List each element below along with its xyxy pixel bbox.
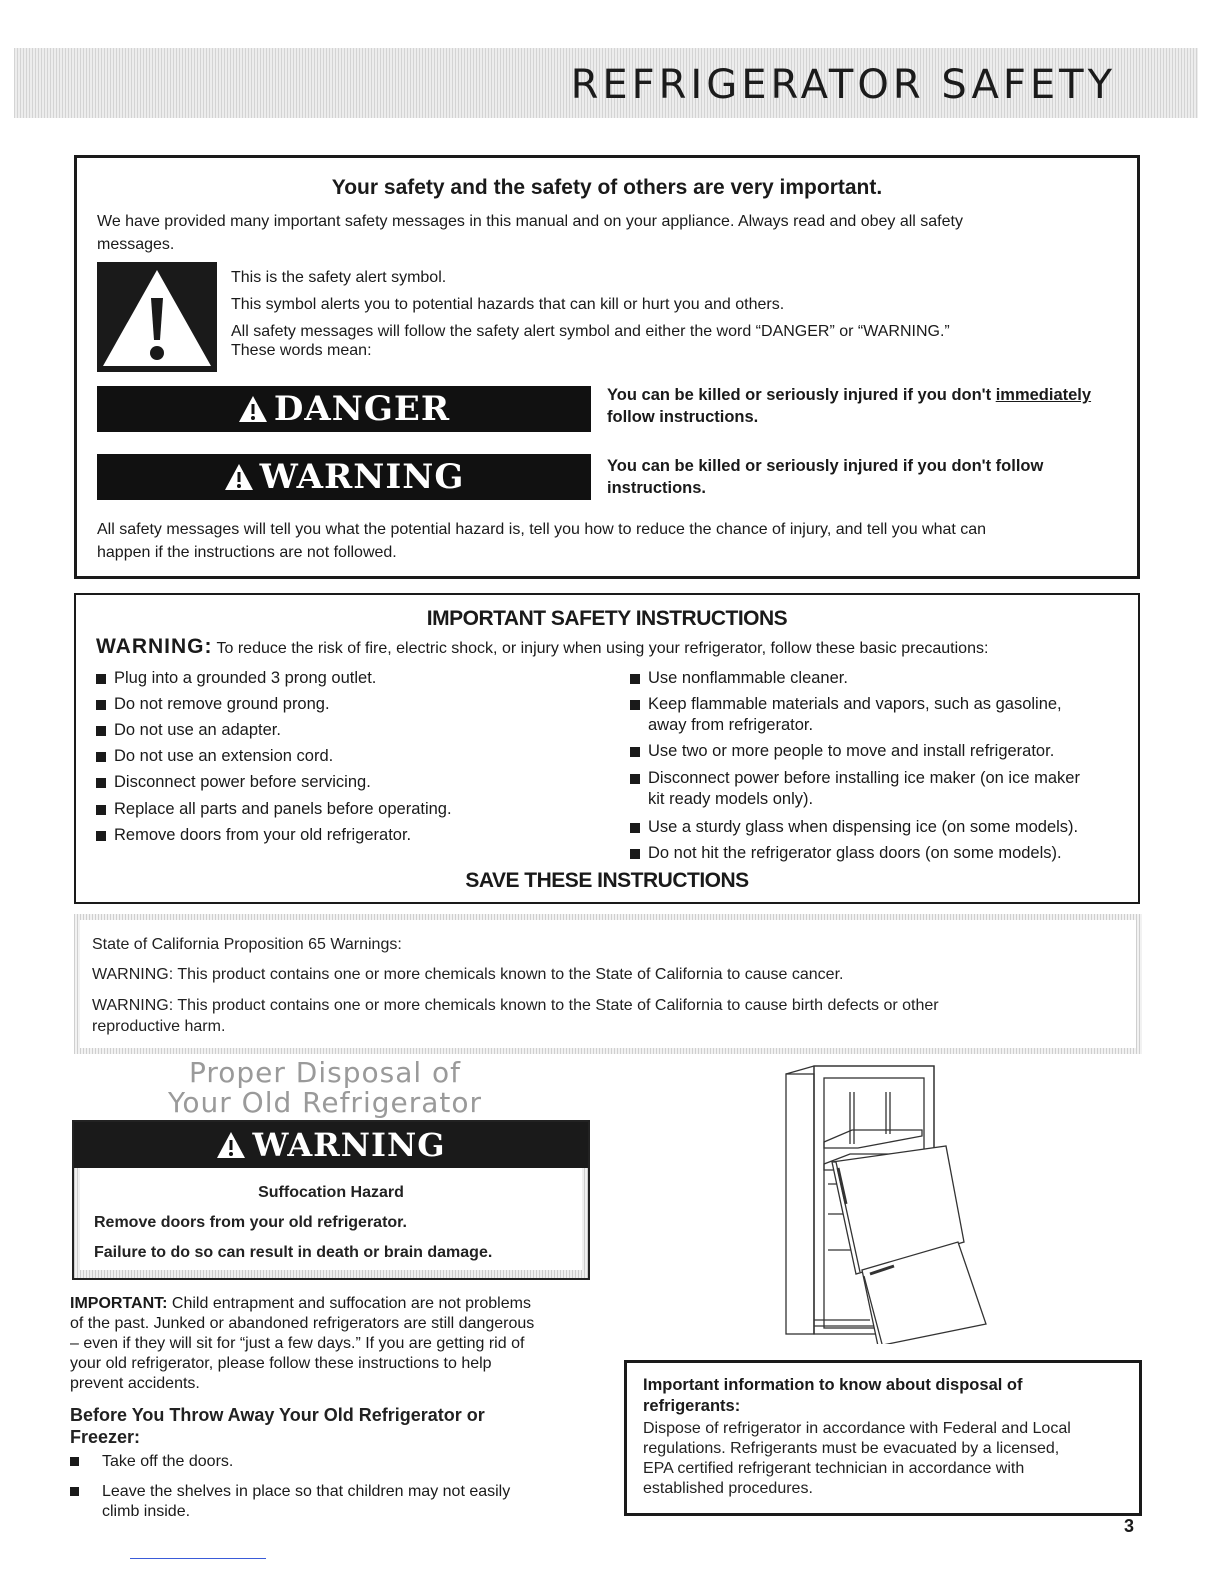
list-item: Take off the doors. <box>70 1452 590 1472</box>
prop65-box <box>74 914 1142 1054</box>
list-item: Do not use an adapter. <box>96 720 616 741</box>
warning-lead: WARNING: <box>96 635 213 658</box>
page-title: REFRIGERATOR SAFETY <box>570 62 1116 108</box>
header-banner <box>14 48 1198 118</box>
outro-line: happen if the instructions are not followed. <box>97 544 397 561</box>
danger-label: DANGER <box>273 389 451 429</box>
list-item: Use a sturdy glass when dispensing ice (on some models). <box>630 817 1140 838</box>
intro-line: We have provided many important safety messages in this manual and on your appliance. Always read and obey all safety <box>97 213 963 230</box>
hazard-instruction: Remove doors from your old refrigerator. <box>94 1214 407 1231</box>
symbol-line: These words mean: <box>231 342 372 359</box>
intro-line: messages. <box>97 236 175 253</box>
footer-rule <box>130 1558 266 1559</box>
list-item: Disconnect power before installing ice maker (on ice maker <box>630 768 1140 789</box>
list-item: Use nonflammable cleaner. <box>630 668 1140 689</box>
list-item: Do not hit the refrigerator glass doors (on some models). <box>630 843 1140 864</box>
disposal-subheading: Before You Throw Away Your Old Refrigerator or Freezer: <box>70 1405 485 1447</box>
safety-outro <box>97 518 1117 564</box>
page-number: 3 <box>1124 1516 1135 1536</box>
safety-heading: Your safety and the safety of others are very important. <box>331 176 883 199</box>
disposal-title-line: Your Old Refrigerator <box>167 1086 483 1119</box>
safety-intro <box>97 210 1107 256</box>
list-item: Plug into a grounded 3 prong outlet. <box>96 668 616 689</box>
alert-triangle-icon <box>216 1131 246 1159</box>
list-item: Disconnect power before servicing. <box>96 772 616 793</box>
symbol-line: This symbol alerts you to potential hazards that can kill or hurt you and others. <box>231 296 785 313</box>
safety-alert-icon <box>97 262 217 372</box>
symbol-line: This is the safety alert symbol. <box>231 269 447 286</box>
save-instructions: SAVE THESE INSTRUCTIONS <box>465 869 749 892</box>
list-item: Do not use an extension cord. <box>96 746 616 767</box>
warning-label: WARNING <box>252 1126 446 1164</box>
symbol-line: All safety messages will follow the safety alert symbol and either the word “DANGER” or “WARNING.” <box>231 323 950 340</box>
prop65-title: State of California Proposition 65 Warnings: <box>92 936 402 953</box>
warning-signal-bar <box>74 1122 588 1168</box>
list-item: Use two or more people to move and install refrigerator. <box>630 741 1140 762</box>
instructions-box <box>74 593 1140 904</box>
disposal-title <box>160 1058 490 1118</box>
prop65-warning-birth-defects: WARNING: This product contains one or more chemicals known to the State of California to cause birth defects or other reproductive harm. <box>92 997 939 1035</box>
hazard-name: Suffocation Hazard <box>258 1184 404 1201</box>
danger-emphasis: immediately <box>995 386 1092 404</box>
danger-signal-bar <box>97 386 591 432</box>
refrigerant-heading: Important information to know about disposal of refrigerants: <box>643 1376 1023 1415</box>
list-item-continued: away from refrigerator. <box>648 716 814 734</box>
instructions-heading: IMPORTANT SAFETY INSTRUCTIONS <box>426 607 788 630</box>
suffocation-warning-box <box>72 1120 590 1280</box>
danger-text-line2: follow instructions. <box>607 408 759 426</box>
alert-triangle-icon <box>238 395 268 423</box>
safety-box <box>74 155 1140 579</box>
warning-text-line2: instructions. <box>607 479 707 497</box>
danger-text: You can be killed or seriously injured if you don't <box>607 386 996 404</box>
refrigerator-illustration <box>770 1064 1000 1344</box>
important-lead: IMPORTANT: <box>70 1295 168 1312</box>
important-paragraph: IMPORTANT: Child entrapment and suffocation are not problems of the past. Junked or abandoned refrigerators are still dangerous – even if they will sit for “just a few days.” If you are getting rid of your old refrigerator, please follow these instructions to help prevent accidents. <box>70 1295 535 1392</box>
symbol-explanation <box>231 268 950 368</box>
list-item: Do not remove ground prong. <box>96 694 616 715</box>
warning-meaning <box>607 455 1137 499</box>
warning-signal-bar <box>97 454 591 500</box>
list-item: Leave the shelves in place so that children may not easily <box>70 1482 590 1502</box>
warning-text: You can be killed or seriously injured if you don't follow <box>607 457 1044 475</box>
list-item-continued: climb inside. <box>102 1503 191 1520</box>
left-precautions <box>96 668 616 846</box>
warning-text: To reduce the risk of fire, electric shock, or injury when using your refrigerator, follow these basic precautions: <box>216 640 989 657</box>
outro-line: All safety messages will tell you what the potential hazard is, tell you how to reduce the chance of injury, and tell you what can <box>97 521 987 538</box>
danger-meaning <box>607 384 1137 428</box>
refrigerant-info-box <box>624 1360 1142 1516</box>
warning-label: WARNING <box>259 457 465 497</box>
instructions-warning <box>96 635 1136 659</box>
disposal-steps <box>70 1452 590 1532</box>
refrigerant-body: Dispose of refrigerator in accordance with Federal and Local regulations. Refrigerants must be evacuated by a licensed, EPA certified refrigerant technician in accordance with established procedures. <box>643 1420 1071 1497</box>
list-item-continued: kit ready models only). <box>648 790 814 808</box>
prop65-warning-cancer: WARNING: This product contains one or more chemicals known to the State of California to cause cancer. <box>92 966 844 983</box>
list-item: Remove doors from your old refrigerator. <box>96 825 616 846</box>
list-item: Keep flammable materials and vapors, such as gasoline, <box>630 694 1140 715</box>
alert-triangle-icon <box>224 463 254 491</box>
list-item: Replace all parts and panels before operating. <box>96 799 616 820</box>
right-precautions <box>630 668 1140 864</box>
hazard-consequence: Failure to do so can result in death or brain damage. <box>94 1244 493 1261</box>
disposal-title-line: Proper Disposal of <box>188 1056 462 1089</box>
